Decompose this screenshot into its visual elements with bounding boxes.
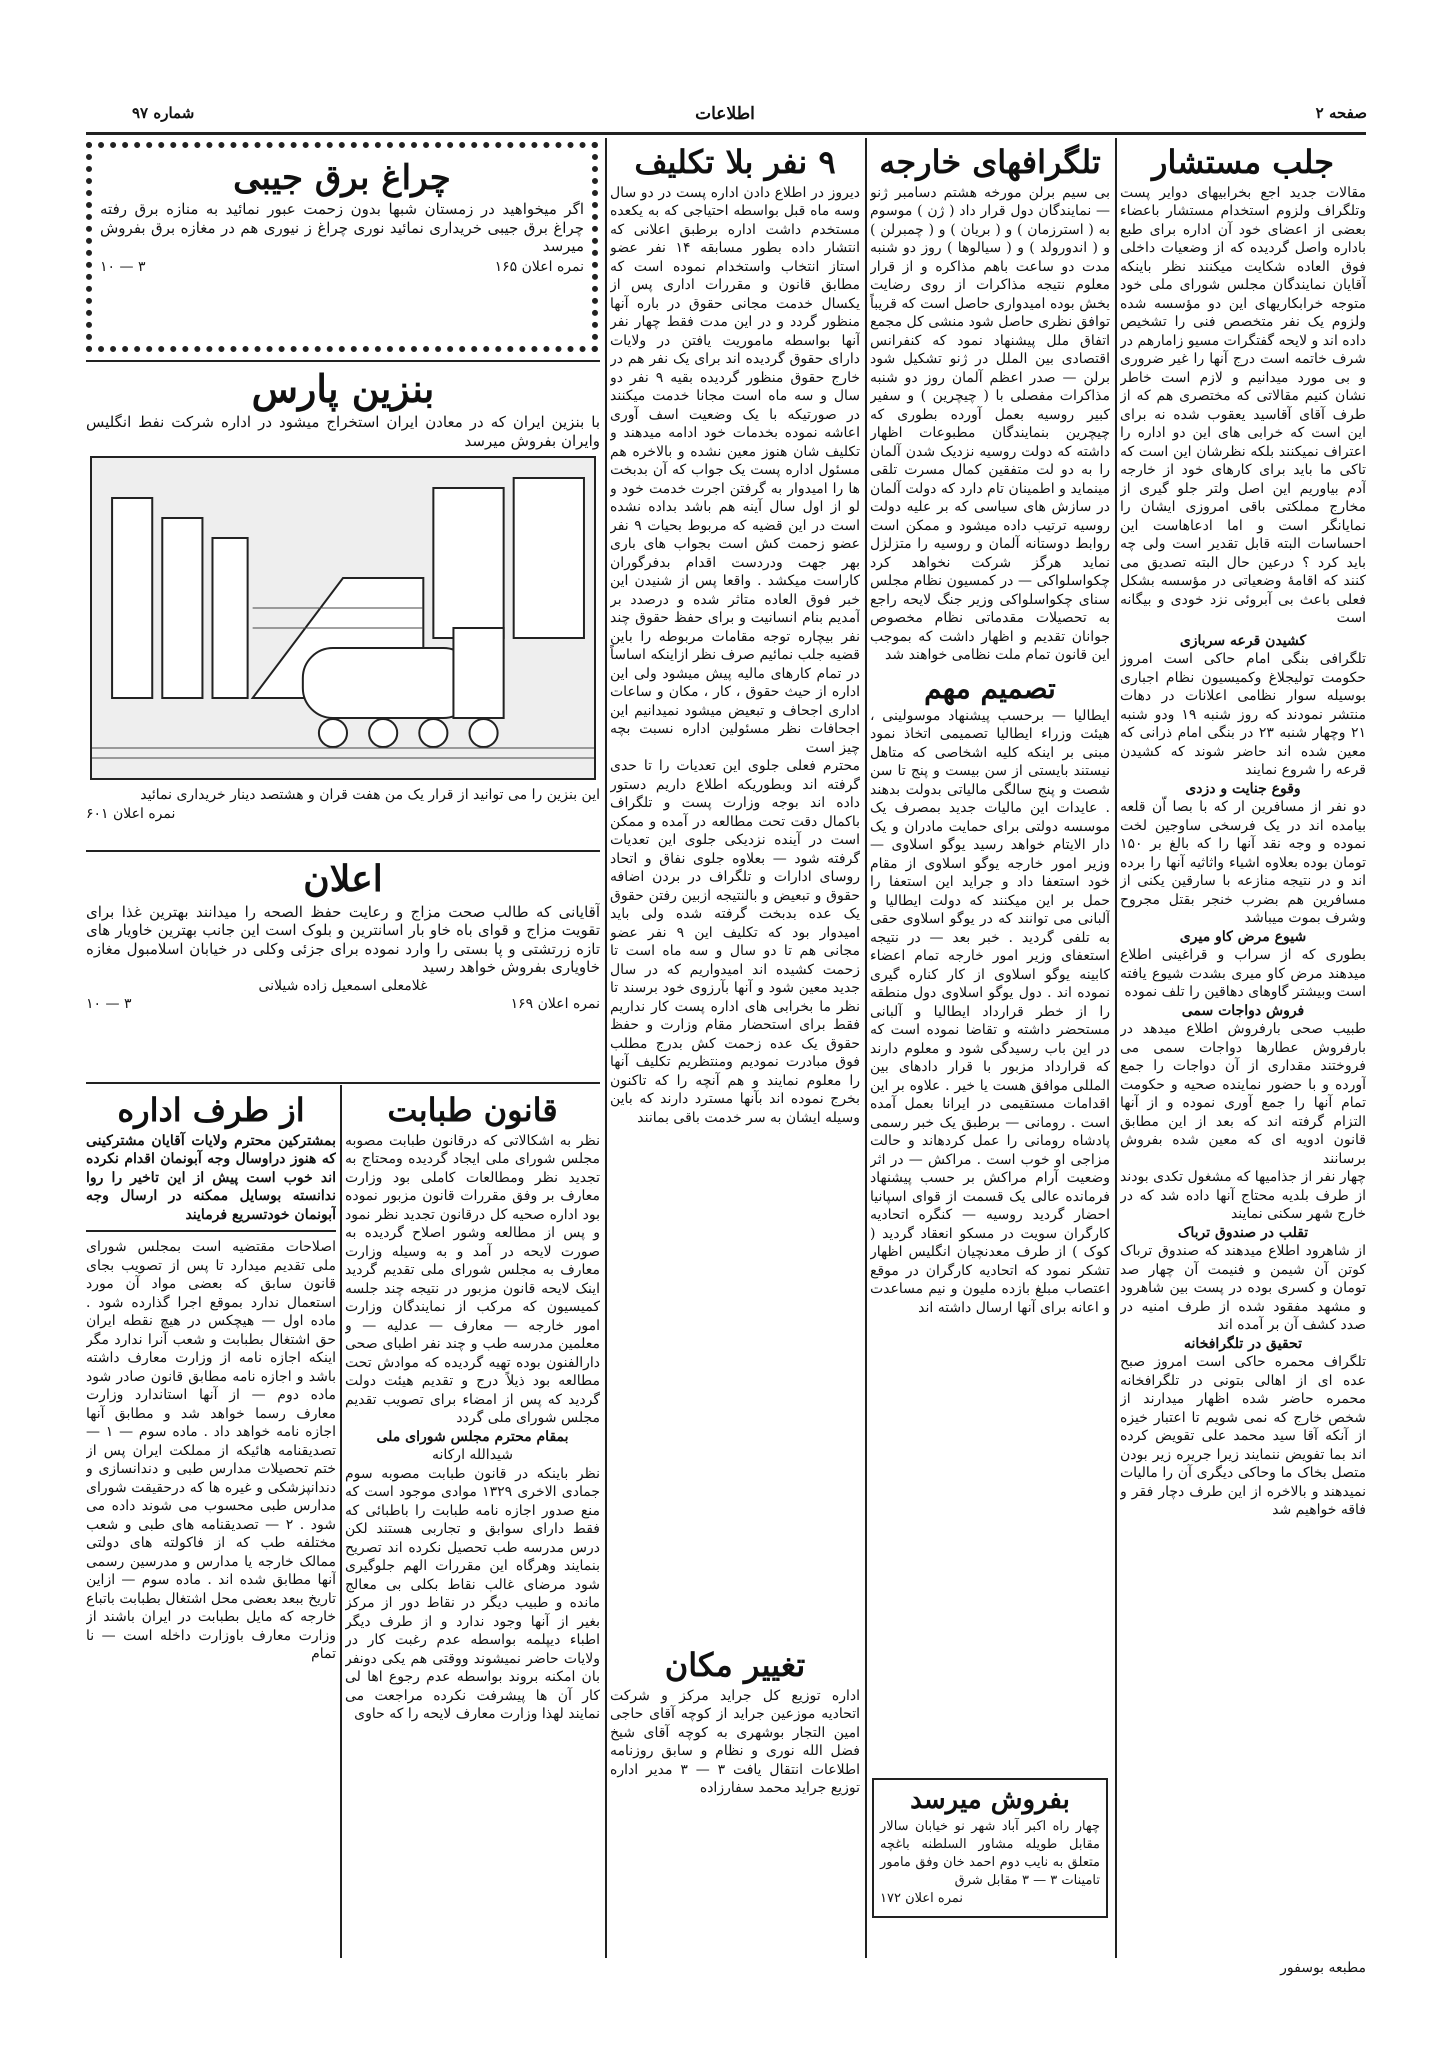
- ad-title: بفروش میرسد: [910, 1785, 1070, 1815]
- column-2: [870, 142, 1110, 1892]
- ad-caption: این بنزین را می توانید از قرار یک من هفت قران و هشتصد دینار خریداری نمائید: [140, 787, 600, 804]
- column-1: [1120, 142, 1366, 1962]
- refinery-illustration: [90, 456, 596, 780]
- section-body: دو نفر از مسافرین ار که با بصا اّن قلعه بیامده اند در یک فرسخی ساوجین لخت نموده و وجه نقد آنها را که بالغ بر ۱۵۰ تومان بوده بعلاوه اشیاء واثاثیه آنها را برده اند و در نتیجه منازعه با سارقین یکنی از مسافرین هم بضرب خنجر بقتل مجروح وشرف بموت میباشد: [1120, 799, 1366, 927]
- section-title: شیوع مرض کاو میری: [1179, 928, 1307, 945]
- article-body: ایطالیا — برحسب پیشنهاد موسولینی ، هیئت وزراء ایطالیا تصمیمی اتخاذ نمود مبنی بر اینکه کلیه اشخاصی که متاهل نیستند بایستی از سن بیست و پنج تا سن شصت و پنج سالگی مالیاتی بدولت بدهند . عایدات این مالیات جدید بمصرف یک موسسه دولتی برای حمایت مادران و یک دار الایتام خواهد رسید یوگو اسلاوی — وزیر امور خارجه یوگو اسلاوی از مقام خود استعفا داد و جراید این استعفا را حمل بر این میکنند که دولت ایطالیا و آلبانی می توانند که در یوگو اسلاوی حقی به تلفی گردید . خبر بعد — در نتیجه استعفای وزیر امور خارجه تمام اعضاء کابینه یوگو اسلاوی از کار کناره گیری نموده اند . دول یوگو اسلاوی دول منطقه را از خطر قرارداد ایطالیا و آلبانی مستحضر داشته و تقاضا نموده است که در این باب رسیدگی شود و معلوم دارند که قرارداد مزبور با قرار دادهای بین المللی موافق هست یا خیر . علاوه بر این اقدامات مستقیمی در ایرانا بعمل آمده است . رومانی — برطبق یک خبر رسمی پادشاه رومانی را عمل کردهاند و حالت مزاجی او خوب است . مراکش — در اثر وضعیت آرام مراکش بر حسب پیشنهاد فرمانده عالی یک قسمت از قوای اسپانیا احضار گردید روسیه — کنگره اتحادیه کارگران سویت در مسکو انعقاد گردید ( کوک ) از طرف معدنچیان انگلیس اظهار تشکر نمود که اتحادیه کارگران در موقع اعتصاب مبلغ بازده ملیون و نیم مساعدت و اعانه برای آنها ارسال داشته اند: [870, 707, 1110, 1316]
- printer-name: مطبعه بوسفور: [1280, 1960, 1366, 1976]
- ad-run-count: ۳ — ۱۰: [100, 258, 146, 275]
- article-title-important-decision: تصمیم مهم: [924, 671, 1056, 705]
- ad-body: چهار راه اکبر آباد شهر نو خیابان سالار مقابل طویله مشاور السلطنه باغچه متعلق به نایب دوم احمد خان وفق مامور تامینات ۳ — ۳ مقابل شرق: [880, 1818, 1100, 1888]
- rule: [86, 360, 600, 362]
- column-rule-1: [1115, 138, 1117, 1958]
- relocation-notice: [610, 1645, 860, 1955]
- section-body: طبیب صحی بارفروش اطلاع میدهد در بارفروش عطارها دواجات سمی می فروختند مقداری از آن دواجات را جمع آورده و با حضور نماینده صحیه و حکومت تمام آنها را جمع آوری نموده و از آنها التزام گرفته اند که بعد از این مطابق قانون ادویه ای که معین شده بفروش برسانند: [1120, 1021, 1366, 1167]
- article-body: دیروز در اطلاع دادن اداره پست در دو سال وسه ماه قبل بواسطه احتیاجی که به یکعده مستخدم داشت اداره برطبق اعلانی که انتشار داده بطور مسابقه ۱۴ نفر عضو استاز انتخاب واستخدام نموده است که مطابق قانون و مقررات اداری پس از یکسال خدمت مجانی حقوق در باره آنها منظور گردد و در این مدت فقط چهار نفر آنها بواسطه ماموریت یافتن در ولایات دارای حقوق گردیده اند برای یک نفر هم در خارج حقوق منظور گردیده بقیه ۹ نفر دو سال و سه ماه است مجانا خدمت میکنند در صورتیکه با یک وضعیت اسف آوری اعاشه نموده بخدمات خود ادامه میدهند و تکلیف شان هنوز معین نشده و بالاخره هم مسئول اداره پست یک جواب که آن بدبخت ها را امیدوار به گرفتن اجرت خدمت خود و لو از اول سال آینه هم باشد بداده نشده است در این قضیه که مربوط بحیات ۹ نفر عضو زحمت کش است بجواب های باری بهر جهت ودردست اقدام بدفرگوران کاراست میکشد . واقعا پس از شنیدن این خبر فوق العاده متاثر شده و درصدد بر آمدیم بنام انسانیت و برای حفظ حقوق چند نفر بیچاره توجه مقامات مربوطه را باین قضیه جلب نمائیم صرف نظر ازاینکه اساساً در تمام کارهای مالیه پیش میشود ولی این اداره از حیث حقوق ، کار ، مکان و ساعات اداری اجحاف و تبعیض میشود نمیدانیم این اجحافات نظر مسئولین اداره نسبت بچه چیز است: [610, 184, 860, 756]
- article-body-continued: نظر باینکه در قانون طبابت مصوبه سوم جمادی الاخری ۱۳۲۹ موادی موجود است که منع صدور اجازه نامه طبابت را باطبائی که فقط دارای سوابق و تجاربی هستند لکن درس مدرسه طب تحصیل نکرده اند تصریح بنمایند وهرگاه این مقررات الهم جلوگیری شود مرضای غالب نقاط بکلی بی معالج مانده و طبیب دیگر در نقاط دور از مرکز بغیر از آنها وجود ندارد و از طرف دیگر اطباء دیپلمه بواسطه عدم رغبت کار در ولایات حاضر نمیشوند ووقتی هم یکی دونفر بان امکنه بروند بواسطه عدم رجوع اها لی کار آن ها پیشرفت نکرده مراجعت می نمایند لهذا وزارت معارف لایحه را که حاوی: [345, 1465, 600, 1723]
- page-number: صفحه ۲: [1315, 104, 1367, 122]
- ad-number: [100, 258, 584, 277]
- ad-title: چراغ برق جیبی: [233, 158, 451, 198]
- article-title-relocation: تغییر مکان: [664, 1646, 806, 1684]
- column-rule-3: [605, 138, 607, 1958]
- article-title-from-office: از طرف اداره: [117, 1091, 305, 1129]
- article-body-continued: اصلاحات مقتضیه است بمجلس شورای ملی تقدیم میدارد تا پس از تصویب بجای قانون سابق که بعضی مواد آن مورد استعمال ندارد بموقع اجرا گذارده شود . ماده اول — هیچکس در هیچ نقطه ایران حق اشتغال بطبابت و شعب آنرا ندارد مگر اینکه اجازه نامه از وزارت معارف داشته باشد و اجازه نامه مطابق قانون صادر شود ماده دوم — از آنها استاندارد وزارت معارف رسما خواهد شد و مطابق آنها اجازه نامه خواهد داد . ماده سوم — ۱ — تصدیقنامه هائیکه از مملکت ایران پس از ختم تحصیلات مدارس طبی و دندانسازی و دندانپزشکی و غیره ها که درحقیقت شورای مدارس طبی محسوب می شوند داده می شود . ۲ — تصدیقنامه های طبی و شعب مختلفه طب که از فاکولته های دولتی ممالک خارجه یا مدارس و مدرسین رسمی آنها مطابق شده اند . ماده سوم — ازاین تاریخ ببعد بعضی محل اشتغال بطبابت باتباع خارجه که مایل بطبابت در ایران باشند از وزارت معارف باوزارت داخله است — نا تمام: [86, 1239, 336, 1663]
- section-title: کشیدن قرعه سربازی: [1179, 632, 1307, 649]
- article-body: نظر به اشکالاتی که درقانون طبابت مصوبه مجلس شورای ملی ایجاد گردیده ومحتاج به تجدید نظر ومطالعات کاملی بود وزارت معارف بر وفق مقررات قانون مزبور نموده بود اداره صحیه کل درقانون تجدید نظر نمود و پس از مطالعه وشور اصلاح گردیده به صورت لایحه در آمد و به وسیله وزارت معارف به مجلس شورای ملی تقدیم گردید اینک لایحه قانون مزبور در نتیجه چند جلسه کمیسیون که مرکب از نمایندگان وزارت امور خارجه — معارف — عدلیه — و معلمین مدرسه طب و چند نفر اطبای صحی دارالفنون بوده تهیه گردیده که موادش تحت مطالعه بود ذیلاً درج و تقدیم هیئت دولت گردید که پس از امضاء برای تصویب تقدیم مجلس شورای ملی گردد: [345, 1132, 600, 1427]
- ad-benzin-pars: [86, 364, 600, 844]
- ad-title: اعلان: [303, 858, 383, 900]
- issue-number: شماره ۹۷: [132, 104, 195, 122]
- article-medical-law: [345, 1090, 600, 1955]
- article-title-foreign-telegrams: تلگرافهای خارجه: [879, 143, 1101, 181]
- section-body: تلگرافی بنگی امام حاکی است امروز حکومت تولیجلاغ وکمیسیون نظام اجباری بوسیله سوار نظامی اعلانات در دهات منتشر نمودند که روز شنبه ۱۹ ودو شنبه ۲۱ وچهار شنبه ۲۳ در بنگی امام ذرانی که معین شده اند حاضر شوند که کشیدن قرعه را شروع نمایند: [1120, 651, 1366, 779]
- article-subheading: بمقام محترم مجلس شورای ملی: [376, 1428, 569, 1445]
- ad-number: [86, 995, 600, 1014]
- masthead-rule: [86, 132, 1366, 135]
- article-body-continued: محترم فعلی جلوی این تعدیات را تا حدی گرفته اند وبطوریکه اطلاع داریم دستور داده اند بوجه وزارت پست و تلگراف باکمال دقت تحت مطالعه در آمده و ممکن است در آینده نزدیکی جلوی این تعدیات گرفته شود — بعلاوه جلوی نفاق و اتحاد روسای ادارات و تلگراف در بردن اضافه حقوق و تبعیض و بالنتیجه ازبین رفتن حقوق یک عده بدبخت گرفته شده ولی باید امیدوار بود که تکلیف این ۹ نفر عضو مجانی هم تا دو سال و سه ماه است تا زحمت کشیده اند امیدواریم که در سال جدید معین شود و آنها بآرزوی خود برسند تا نظر ما بخرابی های اداره پست کار نداریم فقط برای استحضار مقام وزارت و حفظ حقوق یک عده زحمت کش بدرج مطلب فوق مبادرت نمودیم ومنتظریم تکلیف آنها را معلوم نمایند و هم آنچه را که تاکنون بخرج نموده اند بآنها مسترد دارند که باین وسیله ایشان به سر خدمت باقی بمانند: [610, 758, 860, 1126]
- article-body: مقالات جدید اجع بخرابیهای دوایر پست وتلگراف ولزوم استخدام مستشار باعضاء بعضی از اعضای خود آن اداره برای طبع باداره واصل گردیده که از وضعیات داخلی فوق العاده شکایت میکنند نظر باینکه آقایان نمایندگان مجلس شورای ملی خود متوجه خرابکاریهای این دو مؤسسه شده ولزوم یک نفر متخصص فنی را تشخیص داده اند و لایحه گفتگرات مسیو زامارهم در شرف خاتمه است درج آنها را غیر ضروری و بی مورد میدانیم و لازم است خاطر نشان کنیم مقالاتی که مختصری هم که از طرف آقای آقاسید یعقوب شده نه برای این است که خرابی های این دو اداره را اعتراف نمیکنند بلکه نظرشان این است که تاکی ما باید برای کارهای خود از خارجه آدم بیاوریم این اصل ولتر جلو گیری از مخارج مملکتی باقی امروزی ایشان را نمایانگر است و اما ادعاهاست این احساسات البته قابل تقدیر است ولی چه باید کرد ؟ درعین حال البته تصدیق می کنند که اقامهٔ وضعیاتی در مؤسسه بشکل فعلی باعث بی آبروئی نزد خودی و بیگانه است: [1120, 184, 1366, 627]
- article-body: بی سیم برلن مورخه هشتم دسامبر ژنو — نمایندگان دول قرار داد ( ژن ) موسوم به ( استرزمان ) و ( بریان ) و ( چمبرلن ) و ( اندورولد ) و ( سیالوها ) روز دو شنبه مدت دو ساعت باهم مذاکره و از قرار معلوم نتیجه مذاکرات از روی رضایت بخش بوده امیدواری حاصل است که قریباً توافق نظری حاصل شود منشی کل مجمع اتفاق ملل پیشنهاد نمود که کنفرانس اقتصادی بین الملل در ژنو تشکیل شود برلن — صدر اعظم آلمان روز دو شنبه مذاکرات مفصلی با ( چیچرین ) و سفیر کبیر روسیه بعمل آورده بطوری که چیچرین بنمایندگان مطبوعات اظهار داشته که دولت روسیه نزدیک شدن آلمان را به دو لت متفقین کمال مسرت تلقی مینماید و اطمینان تام دارد که دولت آلمان در سازش های سیاسی که بر علیه دولت روسیه ترتیب داده میشود و ممکن است روابط دوستانه آلمان و روسیه را متزلزل نماید هرگز شرکت نخواهد کرد چکواسلواکی — در کمسیون نظام مجلس سنای چکواسلواکی وزیر جنگ لایحه راجع به تحصیلات مقدماتی نظام مخصوص جوانان تقدیم و اظهار داشت که بموجب این قانون تمام ملت نظامی خواهند شد: [870, 184, 1110, 664]
- ad-number: نمره اعلان ۶۰۱: [86, 805, 176, 822]
- ad-number-label: نمره اعلان ۱۶۵: [494, 258, 584, 275]
- article-body: اداره توزیع کل جراید مرکز و شرکت اتحادیه موزعین جراید از کوچه آقای حاجی امین التجار بوشهری به کوچه آقای شیخ فضل الله نوری و نظام و سابق روزنامه اطلاعات انتقال یافت ۳ — ۳ مدیر اداره توزیع جراید محمد سفارزاده: [610, 1687, 860, 1797]
- article-title-jalb-mostashar: جلب مستشار: [1151, 143, 1335, 181]
- ad-caviar: [86, 856, 600, 1076]
- paper-name: اطلاعات: [695, 104, 755, 124]
- ad-number-label: نمره اعلان ۱۶۹: [510, 996, 600, 1013]
- ad-pocket-flashlight: [86, 142, 598, 352]
- article-title-nine-persons: ۹ نفر بلا تکلیف: [634, 143, 836, 181]
- section-title: تقلب در صندوق ترباک: [1177, 1224, 1309, 1241]
- section-body: چهار نفر از جذامیها که مشغول تکدی بودند از طرف بلدیه محتاج آنها داده شد که در خارج شهر سکنی نمایند: [1120, 1169, 1366, 1223]
- ad-number: نمره اعلان ۱۷۲: [880, 1890, 964, 1906]
- rule: [86, 1082, 600, 1084]
- section-body: تلگراف محمره حاکی است امروز صبح عده ای از اهالی بتونی در تلگرافخانه محمره حاضر شده اظهار میدارند از شخص خارج که نمی شویم تا اعتبار خیزه از آنکه آقا سید محمد علی تقویض کرده اند بما تفویض ننمایند زیرا جریره زیر بودن متصل بخاک ما وحاکی دیگری آن را مالیات نمیدهند و بالاخره از این طرف دچار فقر و فاقه خواهیم شد: [1120, 1354, 1366, 1519]
- section-title: فروش دواجات سمی: [1181, 1002, 1305, 1019]
- article-subheading-2: شیدالله ارکانه: [431, 1447, 514, 1464]
- ad-body: با بنزین ایران که در معادن ایران استخراج میشود در اداره شرکت نفط انگلیس وایران بفروش میرسد: [86, 413, 600, 450]
- ad-run-count: ۳ — ۱۰: [86, 996, 132, 1013]
- section-body: بطوری که از سراب و قراغینی اطلاع میدهند مرض کاو میری بشدت شیوع یافته است وبیشتر گاوهای دهاقین را تلف نموده: [1120, 947, 1366, 1001]
- section-title: وقوع جنایت و دزدی: [1185, 780, 1301, 797]
- refinery-drawing: [92, 458, 594, 778]
- section-body: از شاهرود اطلاع میدهند که صندوق ترباک کوتن آن شیمن و فنیمت آن چهار صد تومان و کسری بوده در پست بین شاهرود و مشهد مفقود شده از طرف امنیه در صدد کشف آن بر آمده اند: [1120, 1243, 1366, 1334]
- section-title: تحقیق در تلگرافخانه: [1184, 1335, 1302, 1352]
- ad-title: بنزین پارس: [251, 366, 435, 411]
- rule: [86, 850, 600, 852]
- article-title-medical-law: قانون طبابت: [387, 1091, 558, 1129]
- ad-signature: غلامعلی اسمعیل زاده شیلانی: [258, 977, 428, 994]
- article-body: بمشترکین محترم ولایات آقایان مشترکینی که هنوز دراوسال وجه آبونمان اقدام نکرده اند خوب است پیش از این تاخیر را روا ندانسته بوسایل ممکنه در ارسال وجه آبونمان خودتسریع فرمایند: [86, 1132, 336, 1223]
- rule: [86, 1230, 336, 1232]
- ad-for-sale: [872, 1778, 1108, 1918]
- notice-from-office: [86, 1090, 336, 1960]
- column-3: [610, 142, 860, 1642]
- ad-body: اگر میخواهید در زمستان شبها بدون زحمت عبور نمائید به منازه برق رفته چراغ برق جیبی خریداری نمائید نوری چراغ ز نیوری هم در مغازه برق بفروش میرسد: [100, 200, 584, 256]
- column-rule-2: [865, 138, 867, 1958]
- column-rule-4: [340, 1085, 342, 1958]
- ad-body: آقایانی که طالب صحت مزاج و رعایت حفظ الصحه را میدانند بهترین غذا برای تقویت مزاج و قوای باه خاو بار اسانترین و بلوک است این جانب بهترین خاویار های تازه زرتشتی و پا بستی را وارد نموده برای جزئی وکلی در خیابان اسلامبول مغازه خاویاری بفروش خواهد رسید: [86, 902, 600, 977]
